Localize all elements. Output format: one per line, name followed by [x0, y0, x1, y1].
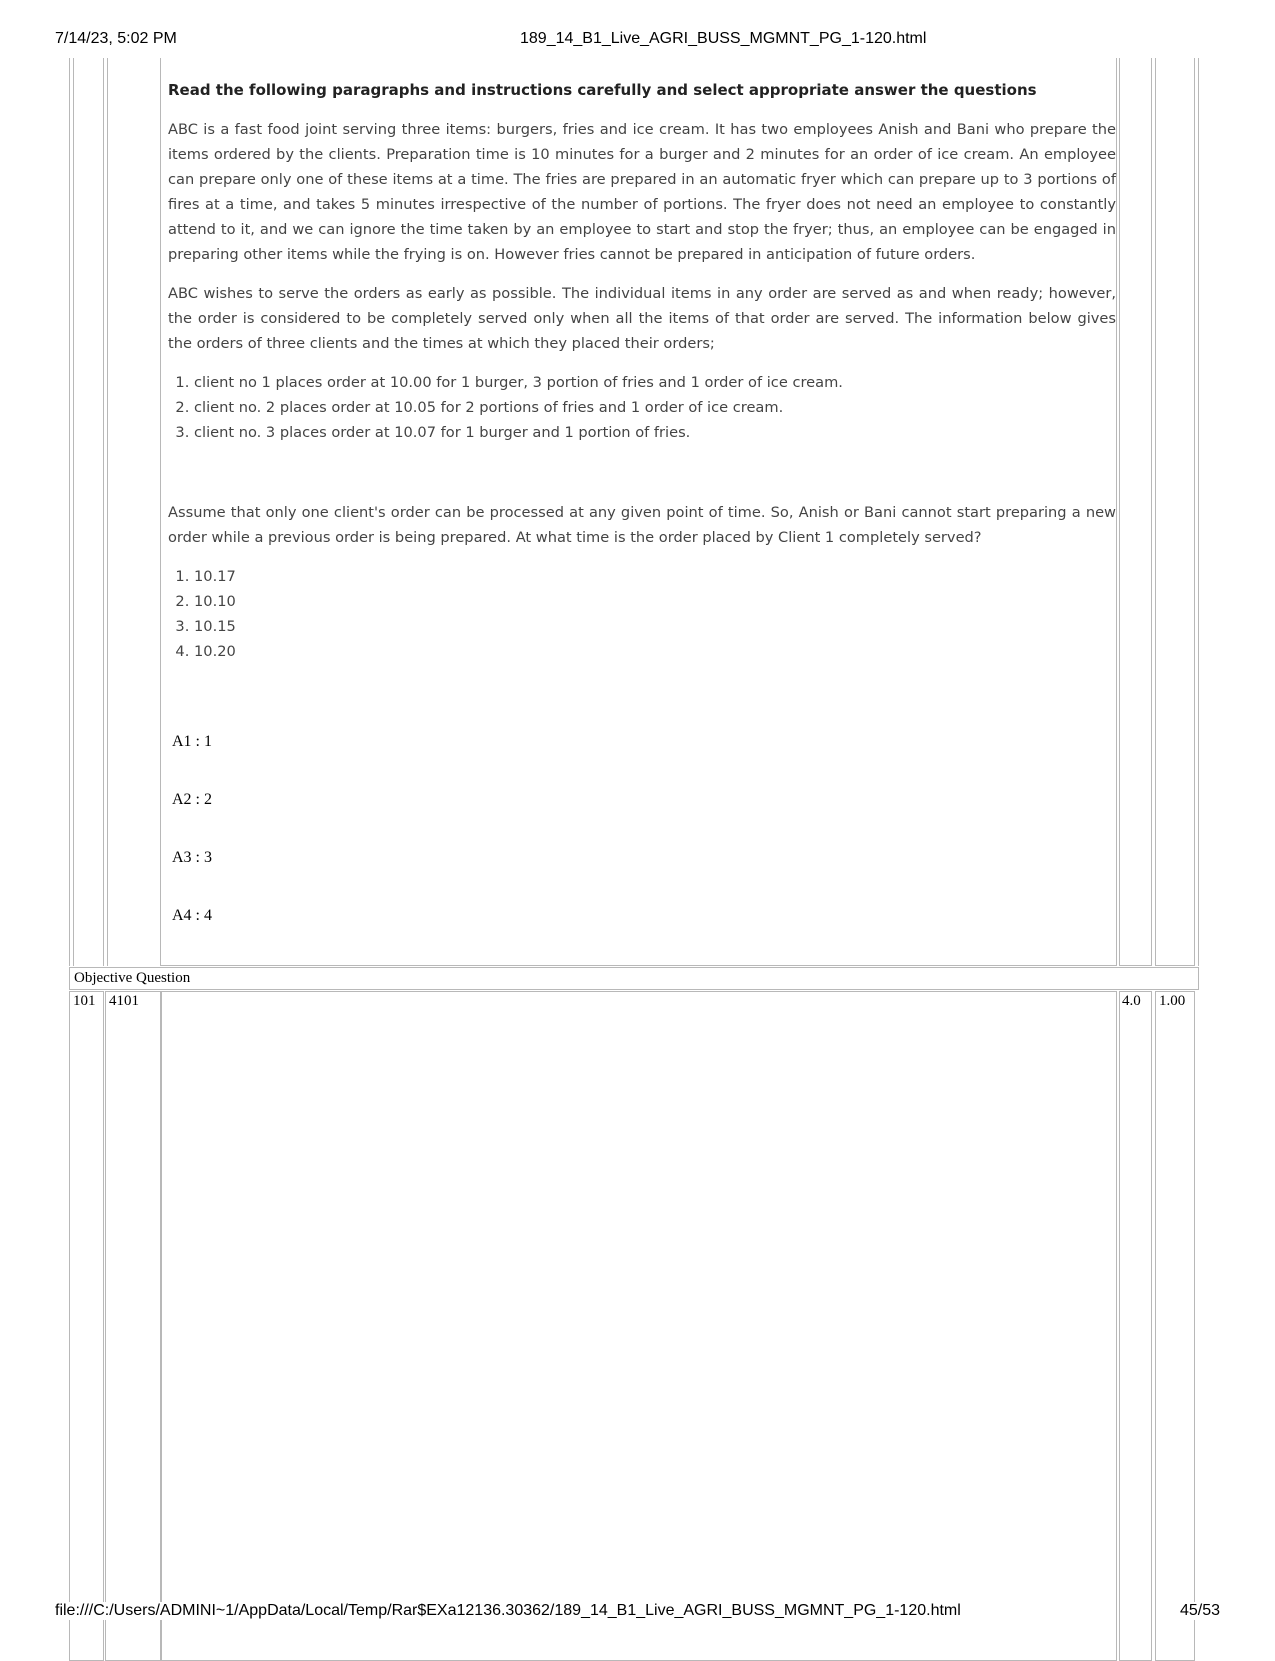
- question-type-label: Objective Question: [74, 970, 191, 986]
- table-border: [1198, 58, 1199, 966]
- marks-cell-bottom: [1119, 58, 1152, 966]
- order-item: 2. client no. 2 places order at 10.05 for 2 portions of fries and 1 order of ice cream.: [194, 395, 1116, 420]
- neg-cell-bottom: [1155, 58, 1195, 966]
- option-item: 3. 10.15: [194, 614, 1116, 639]
- question-body-cell: [161, 991, 1117, 1661]
- table-border: [73, 58, 74, 966]
- question-id: 4101: [109, 993, 139, 1009]
- table-border: [69, 58, 70, 966]
- table-border: [103, 58, 104, 966]
- print-file-path: file:///C:/Users/ADMINI~1/AppData/Local/Temp/Rar$EXa12136.30362/189_14_B1_Live_AGRI_BUSS_MGMNT_PG_1-120.html: [55, 1602, 961, 1619]
- answer-choice: A3 : 3: [172, 849, 212, 866]
- instructions-heading: Read the following paragraphs and instructions carefully and select appropriate answer the questions: [168, 81, 1037, 99]
- question-id-cell: [105, 991, 161, 1661]
- answer-choice: A2 : 2: [172, 791, 212, 808]
- option-item: 2. 10.10: [194, 589, 1116, 614]
- passage-paragraph-2: ABC wishes to serve the orders as early as possible. The individual items in any order are served as and when ready; however, the order is considered to be completely served only when all the items of that order are served. The information below gives the orders of three clients and the times at which they placed their orders;: [168, 285, 1116, 352]
- answer-choice: A1 : 1: [172, 733, 212, 750]
- option-item: 4. 10.20: [194, 639, 1116, 664]
- order-item: 1. client no 1 places order at 10.00 for 1 burger, 3 portion of fries and 1 order of ice cream.: [194, 370, 1116, 395]
- print-title: 189_14_B1_Live_AGRI_BUSS_MGMNT_PG_1-120.html: [520, 30, 927, 47]
- order-item: 3. client no. 3 places order at 10.07 for 1 burger and 1 portion of fries.: [194, 420, 1116, 445]
- sl-no-cell: [69, 991, 104, 1661]
- negative-marks-value: 1.00: [1159, 993, 1186, 1009]
- question-prompt: Assume that only one client's order can be processed at any given point of time. So, Anish or Bani cannot start preparing a new order while a previous order is being prepared. At what time is the order placed by Client 1 completely served?: [168, 504, 1116, 546]
- orders-list: [168, 370, 1116, 445]
- option-item: 1. 10.17: [194, 564, 1116, 589]
- negative-marks-cell: [1155, 991, 1195, 1661]
- answer-choice: A4 : 4: [172, 907, 212, 924]
- marks-cell: [1119, 991, 1152, 1661]
- table-border: [107, 58, 108, 966]
- options-list: [168, 564, 1116, 664]
- question-type-row: [69, 967, 1199, 990]
- print-page-number: 45/53: [1180, 1602, 1221, 1619]
- marks-value: 4.0: [1122, 993, 1141, 1009]
- print-datetime: 7/14/23, 5:02 PM: [55, 30, 177, 47]
- question-content: [168, 58, 1116, 664]
- sl-no: 101: [73, 993, 96, 1009]
- passage-paragraph-1: ABC is a fast food joint serving three items: burgers, fries and ice cream. It has two employees Anish and Bani who prepare the items ordered by the clients. Preparation time is 10 minutes for a burger and 2 minutes for an order of ice cream. An employee can prepare only one of these items at a time. The fries are prepared in an automatic fryer which can prepare up to 3 portions of fires at a time, and takes 5 minutes irrespective of the number of portions. The fryer does not need an employee to constantly attend to it, and we can ignore the time taken by an employee to start and stop the fryer; thus, an employee can be engaged in preparing other items while the frying is on. However fries cannot be prepared in anticipation of future orders.: [168, 121, 1116, 263]
